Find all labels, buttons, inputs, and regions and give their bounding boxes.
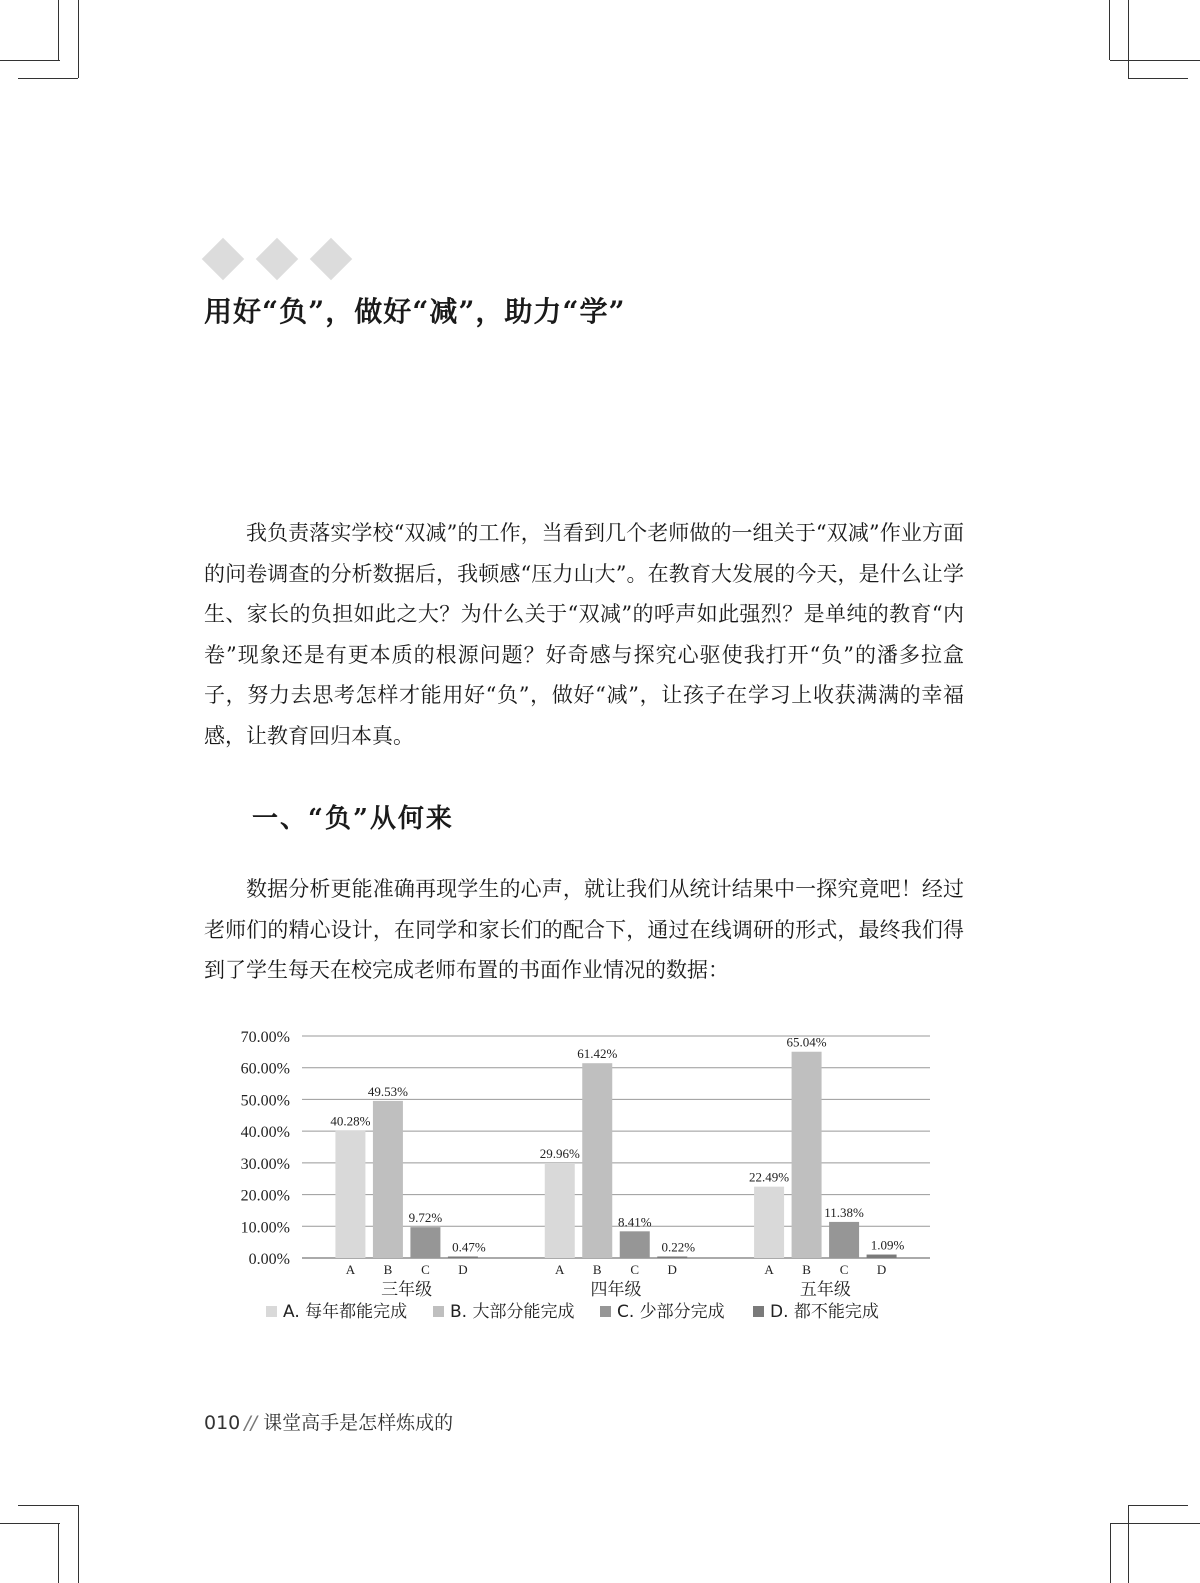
page-title: 用好“负”，做好“减”，助力“学” <box>204 295 626 328</box>
y-tick-label: 20.00% <box>240 1187 290 1205</box>
bar <box>545 1163 575 1258</box>
x-subcategory-label: D <box>667 1262 677 1277</box>
x-subcategory-label: D <box>876 1262 887 1277</box>
x-subcategory-label: B <box>802 1262 811 1277</box>
data-label: 29.96% <box>539 1145 580 1161</box>
x-group-label: 四年级 <box>590 1280 642 1300</box>
x-group-label: 三年级 <box>381 1280 433 1300</box>
crop-mark <box>1128 0 1129 78</box>
legend-label: B. 大部分能完成 <box>450 1302 575 1322</box>
bar <box>335 1130 365 1258</box>
x-subcategory-label: C <box>839 1262 849 1277</box>
legend-label: A. 每年都能完成 <box>283 1302 408 1322</box>
crop-mark <box>0 60 60 61</box>
x-subcategory-label: B <box>592 1262 602 1277</box>
crop-mark <box>58 0 59 60</box>
y-tick-label: 10.00% <box>240 1219 290 1237</box>
legend-label: D. 都不能完成 <box>770 1302 879 1322</box>
bar <box>829 1222 859 1258</box>
y-tick-label: 0.00% <box>248 1251 290 1268</box>
crop-mark <box>1128 1505 1188 1506</box>
data-label: 65.04% <box>786 1034 827 1050</box>
legend-swatch <box>433 1306 444 1317</box>
bar <box>867 1255 897 1258</box>
slash-divider-icon: // <box>244 1412 258 1434</box>
legend-swatch <box>600 1306 611 1317</box>
page-number: 010 <box>204 1412 241 1434</box>
data-label: 11.38% <box>824 1204 864 1220</box>
bar <box>410 1227 440 1258</box>
y-tick-label: 40.00% <box>240 1124 290 1142</box>
legend-swatch <box>266 1306 277 1317</box>
section-heading: 一、“负”从何来 <box>252 804 454 834</box>
data-label: 0.22% <box>661 1239 696 1255</box>
intro-paragraph: 我负责落实学校“双减”的工作，当看到几个老师做的一组关于“双减”作业方面的问卷调查的分析数据后，我顿感“压力山大”。在教育大发展的今天，是什么让学生、家长的负担如此之大？为什么关于“双减”的呼声如此强烈？是单纯的教育“内卷”现象还是有更本质的根源问题？好奇感与探究心驱使我打开“负”的潘多拉盒子，努力去思考怎样才能用好“负”，做好“减”，让孩子在学习上收获满满的幸福感，让教育回归本真。 <box>204 521 964 748</box>
data-label: 49.53% <box>367 1083 408 1099</box>
bar <box>620 1231 650 1258</box>
x-group-label: 五年级 <box>799 1280 851 1300</box>
legend-swatch <box>753 1306 764 1317</box>
book-title: 课堂高手是怎样炼成的 <box>263 1412 454 1434</box>
data-label: 0.47% <box>452 1239 486 1255</box>
crop-mark <box>1110 1523 1200 1524</box>
data-label: 8.41% <box>617 1214 652 1230</box>
crop-mark <box>78 0 79 78</box>
crop-mark <box>58 1523 59 1583</box>
y-tick-label: 70.00% <box>240 1029 290 1046</box>
x-subcategory-label: C <box>630 1262 640 1277</box>
x-subcategory-label: C <box>421 1262 430 1277</box>
bar <box>448 1257 478 1259</box>
data-label: 9.72% <box>408 1210 443 1226</box>
crop-mark <box>0 1523 60 1524</box>
diamond-ornament <box>202 238 244 280</box>
decorative-diamonds <box>206 240 366 280</box>
data-label: 40.28% <box>330 1113 371 1129</box>
bar <box>582 1063 612 1258</box>
crop-mark <box>1128 78 1188 79</box>
crop-mark <box>1110 60 1200 61</box>
x-subcategory-label: B <box>383 1262 393 1277</box>
crop-mark <box>18 1505 78 1506</box>
data-label: 61.42% <box>577 1046 618 1062</box>
crop-mark <box>1128 1505 1129 1583</box>
x-subcategory-label: A <box>764 1262 774 1277</box>
bar <box>792 1052 822 1258</box>
x-subcategory-label: A <box>555 1262 565 1277</box>
y-tick-label: 50.00% <box>240 1092 290 1110</box>
x-subcategory-label: D <box>458 1262 468 1277</box>
legend-label: C. 少部分完成 <box>617 1302 725 1322</box>
data-intro-paragraph: 数据分析更能准确再现学生的心声，就让我们从统计结果中一探究竟吧！经过老师们的精心设计，在同学和家长们的配合下，通过在线调研的形式，最终我们得到了学生每天在校完成老师布置的书面作业情况的数据： <box>204 877 964 982</box>
diamond-ornament <box>310 238 352 280</box>
diamond-ornament <box>256 238 298 280</box>
homework-completion-bar-chart <box>220 1020 940 1340</box>
crop-mark <box>1110 1523 1111 1583</box>
y-tick-label: 30.00% <box>240 1155 290 1173</box>
y-tick-label: 60.00% <box>240 1060 290 1078</box>
crop-mark <box>18 78 78 79</box>
bar <box>373 1101 403 1258</box>
x-subcategory-label: A <box>345 1262 356 1277</box>
crop-mark <box>1109 0 1110 60</box>
bar <box>754 1187 784 1258</box>
data-label: 22.49% <box>749 1169 790 1185</box>
page-footer <box>204 1408 453 1435</box>
data-label: 1.09% <box>870 1237 905 1253</box>
bar <box>657 1257 687 1259</box>
crop-mark <box>78 1505 79 1583</box>
